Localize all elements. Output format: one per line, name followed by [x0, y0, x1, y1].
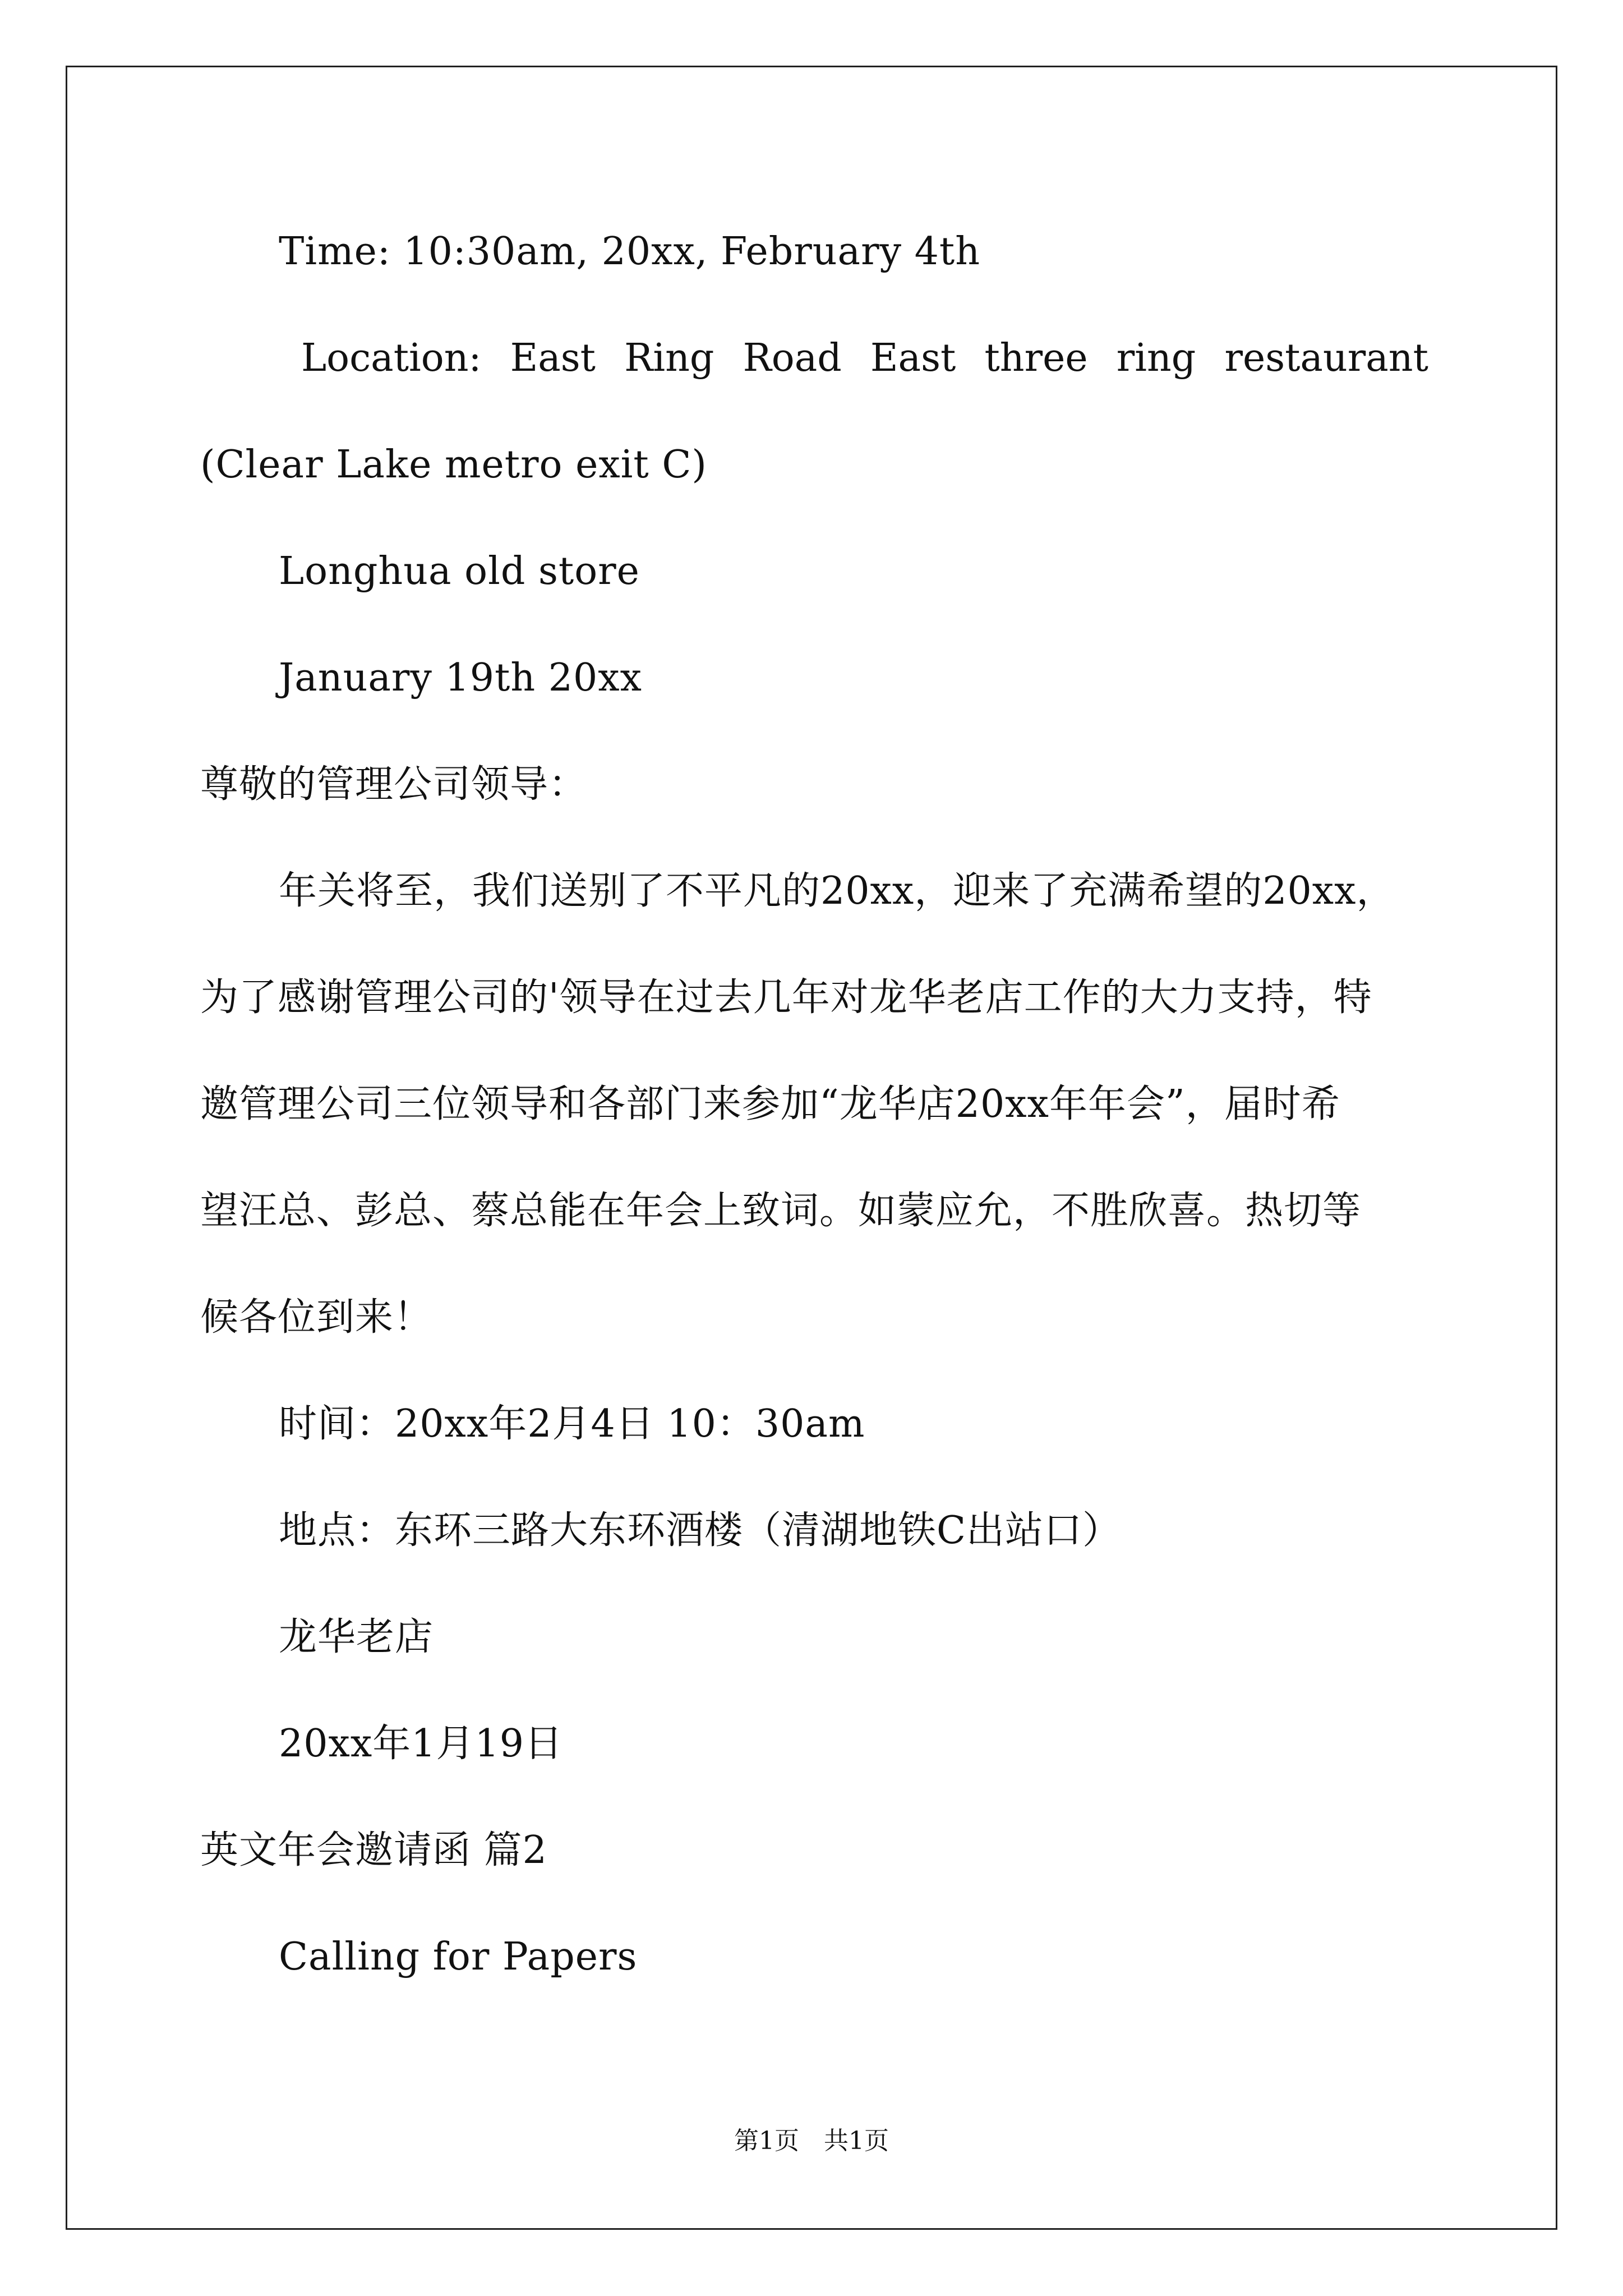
chinese-body-line-1: [279, 869, 1428, 913]
chinese-date: 20xx年1月19日: [279, 1722, 564, 1766]
chinese-body-text-1: 年关将至，我们送别了不平凡的20xx，迎来了充满希望的20xx，: [279, 869, 1395, 913]
chinese-salutation: 尊敬的管理公司领导：: [200, 762, 588, 807]
location-word: three: [984, 336, 1088, 380]
section-heading: 英文年会邀请函 篇2: [200, 1828, 547, 1872]
location-word: East: [510, 336, 596, 380]
location-word: ring: [1116, 336, 1196, 380]
english-location-line: [301, 336, 1428, 380]
chinese-sender: 龙华老店: [279, 1615, 434, 1659]
calling-for-papers: Calling for Papers: [279, 1935, 638, 1979]
location-word: Ring: [624, 336, 714, 380]
location-word: Road: [743, 336, 842, 380]
location-word: restaurant: [1224, 336, 1428, 380]
location-word: Location:: [301, 336, 482, 380]
english-sender: Longhua old store: [279, 549, 640, 593]
chinese-body-line-3: 邀管理公司三位领导和各部门来参加“龙华店20xx年年会”，届时希: [200, 1082, 1340, 1126]
page-number-footer: 第1页 共1页: [734, 2127, 889, 2155]
page-border: [66, 66, 1557, 2230]
chinese-body-line-5: 候各位到来！: [200, 1295, 433, 1340]
english-time-line: Time: 10:30am, 20xx, February 4th: [279, 229, 981, 274]
chinese-body-line-4: 望汪总、彭总、蔡总能在年会上致词。如蒙应允，不胜欣喜。热切等: [200, 1189, 1362, 1233]
chinese-location-line: 地点：东环三路大东环酒楼（清湖地铁C出站口）: [279, 1508, 1122, 1553]
chinese-time-line: 时间：20xx年2月4日 10：30am: [279, 1402, 865, 1446]
location-word: East: [870, 336, 956, 380]
english-date: January 19th 20xx: [279, 656, 642, 700]
english-location-line-2: (Clear Lake metro exit C): [200, 443, 707, 487]
chinese-body-line-2: 为了感谢管理公司的'领导在过去几年对龙华老店工作的大力支持，特: [200, 976, 1372, 1020]
